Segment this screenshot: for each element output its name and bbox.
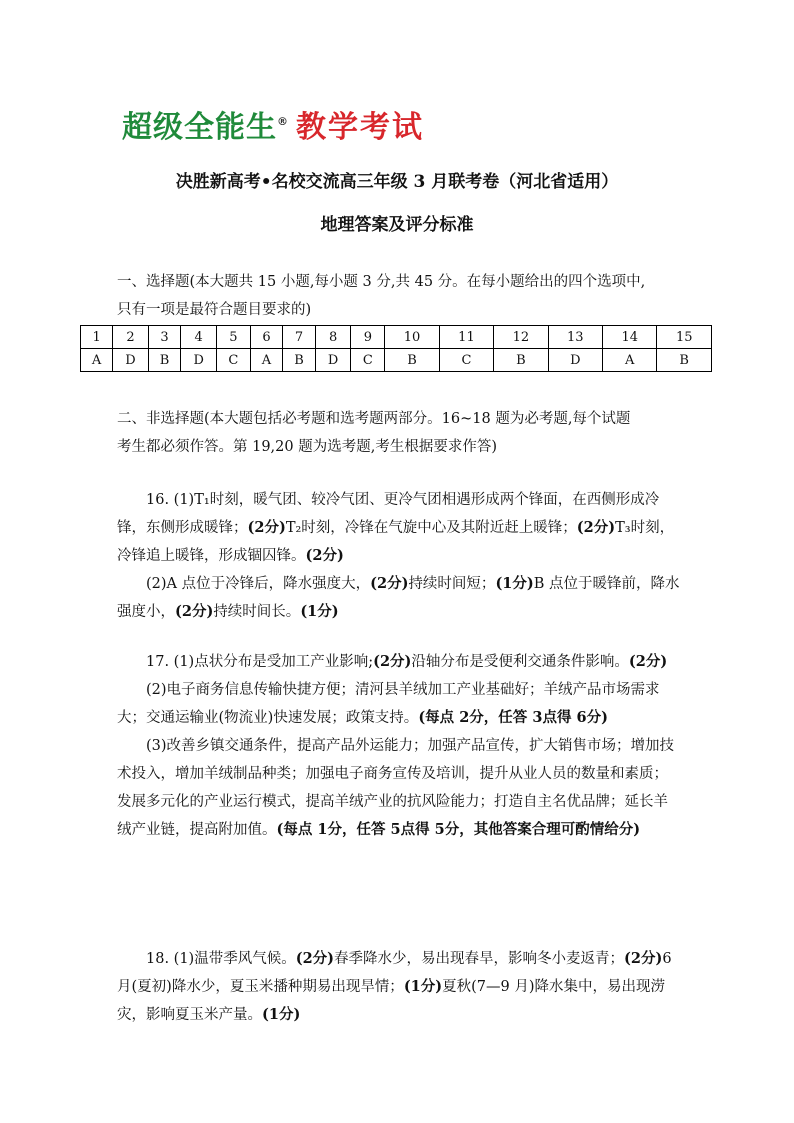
logo-exam: 教学考试 [296,110,424,145]
document-subtitle: 地理答案及评分标准 [320,215,474,235]
score-note: (2分) [624,950,663,967]
question-number: 11 [439,326,493,349]
answer-letter: D [315,349,350,372]
answer-letter: C [351,349,385,372]
q17-part1 [117,648,682,676]
answer-letter: D [113,349,148,372]
answer-table-numbers-row [81,326,712,349]
answer-letter: C [216,349,250,372]
q18-p1-text-a: 18. (1)温带季风气候。 [146,951,296,967]
q16-part2 [117,570,682,626]
q18-p1-text-b: 春季降水少，易出现春旱，影响冬小麦返青； [334,951,625,967]
score-note: (1分) [495,575,534,592]
answer-table-answers-row [81,349,712,372]
answer-letter: C [439,349,493,372]
answer-letter: B [657,349,712,372]
section1-line2: 只有一项是最符合题目要求的) [117,302,312,318]
answer-letter: A [603,349,657,372]
score-note: (2分) [175,603,214,620]
q17-part2 [117,676,682,732]
question-17 [117,648,682,844]
answer-letter: B [283,349,316,372]
question-16 [117,486,682,626]
q16-p2-text-d: 持续时间长。 [213,604,301,620]
q17-p2-text: (2)电子商务信息传输快捷方便；清河县羊绒加工产业基础好；羊绒产品市场需求大；交通运输业(物流业)快速发展；政策支持。 [117,682,660,726]
logo [122,108,424,148]
q16-p2-text-a: (2)A 点位于冷锋后，降水强度大， [146,576,371,592]
score-note: (1分) [403,978,443,995]
q16-p2-text-b: 持续时间短； [408,576,496,592]
q17-p3-text: (3)改善乡镇交通条件，提高产品外运能力；加强产品宣传，扩大销售市场；增加技术投入，增加羊绒制品种类；加强电子商务宣传及培训，提升从业人员的数量和素质；发展多元化的产业运行模式，提高羊绒产业的抗风险能力；打造自主名优品牌；延长羊绒产业链，提高附加值。 [117,738,675,838]
score-note: (2分) [247,519,286,536]
q16-p1-text-b: T₂时刻，冷锋在气旋中心及其附近赶上暖锋； [285,520,577,536]
question-number: 5 [216,326,250,349]
q18-p1-text-d: 夏秋(7—9 月)降水集中，易出现涝灾，影响夏玉米产量。 [117,979,665,1023]
question-number: 3 [148,326,181,349]
question-number: 7 [283,326,316,349]
question-number: 10 [385,326,439,349]
q16-p1-text-a: 16. (1)T₁时刻，暖气团、较冷气团、更冷气团相遇形成两个锋面，在西侧形成冷锋，东侧形成暖锋； [117,492,660,536]
answer-letter: D [181,349,216,372]
question-number: 12 [494,326,548,349]
answer-letter: A [81,349,113,372]
answer-letter: B [494,349,548,372]
section2-heading [117,405,682,461]
answer-letter: B [385,349,439,372]
document-title: 决胜新高考•名校交流高三年级 3 月联考卷（河北省适用） [175,172,619,192]
q17-part3 [117,732,682,844]
score-note: (每点 1分，任答 5点得 5分，其他答案合理可酌情给分) [276,821,641,838]
q17-p1-text-b: 沿轴分布是受便利交通条件影响。 [411,654,629,670]
answer-letter: B [148,349,181,372]
question-number: 1 [81,326,113,349]
score-note: (1分) [262,1006,301,1023]
question-18 [117,945,682,1029]
question-number: 14 [603,326,657,349]
score-note: (2分) [576,519,616,536]
section1-line1: 一、选择题(本大题共 15 小题,每小题 3 分,共 45 分。在每小题给出的四个选项中, [117,274,646,290]
question-number: 15 [657,326,712,349]
question-number: 9 [351,326,385,349]
question-number: 6 [250,326,282,349]
q18-part1 [117,945,682,1029]
q16-part1 [117,486,682,570]
answer-letter: A [250,349,282,372]
score-note: (2分) [628,653,668,670]
score-note: (2分) [305,547,344,564]
registered-mark: ® [277,115,288,128]
section2-line2: 考生都必须作答。第 19,20 题为选考题,考生根据要求作答) [117,439,497,455]
q16-p1-text-c: T₃时刻，冷锋追上暖锋，形成锢囚锋。 [117,520,675,564]
question-number: 13 [548,326,602,349]
question-number: 2 [113,326,148,349]
q18-p1-text-c: 6 月(夏初)降水少，夏玉米播种期易出现旱情； [117,951,672,995]
section1-heading [117,268,682,324]
score-note: (每点 2分，任答 3点得 6分) [418,709,608,726]
question-number: 8 [315,326,350,349]
logo-brand: 超级全能生 [122,110,277,145]
score-note: (1分) [300,603,339,620]
question-number: 4 [181,326,216,349]
q17-p1-text-a: 17. (1)点状分布是受加工产业影响; [146,654,374,670]
q16-p2-text-c: B 点位于暖锋前，降水强度小， [117,576,680,620]
section2-line1: 二、非选择题(本大题包括必考题和选考题两部分。16~18 题为必考题,每个试题 [117,411,631,427]
answer-table [80,325,712,372]
score-note: (2分) [295,950,335,967]
answer-letter: D [548,349,602,372]
score-note: (2分) [370,575,409,592]
score-note: (2分) [373,653,412,670]
